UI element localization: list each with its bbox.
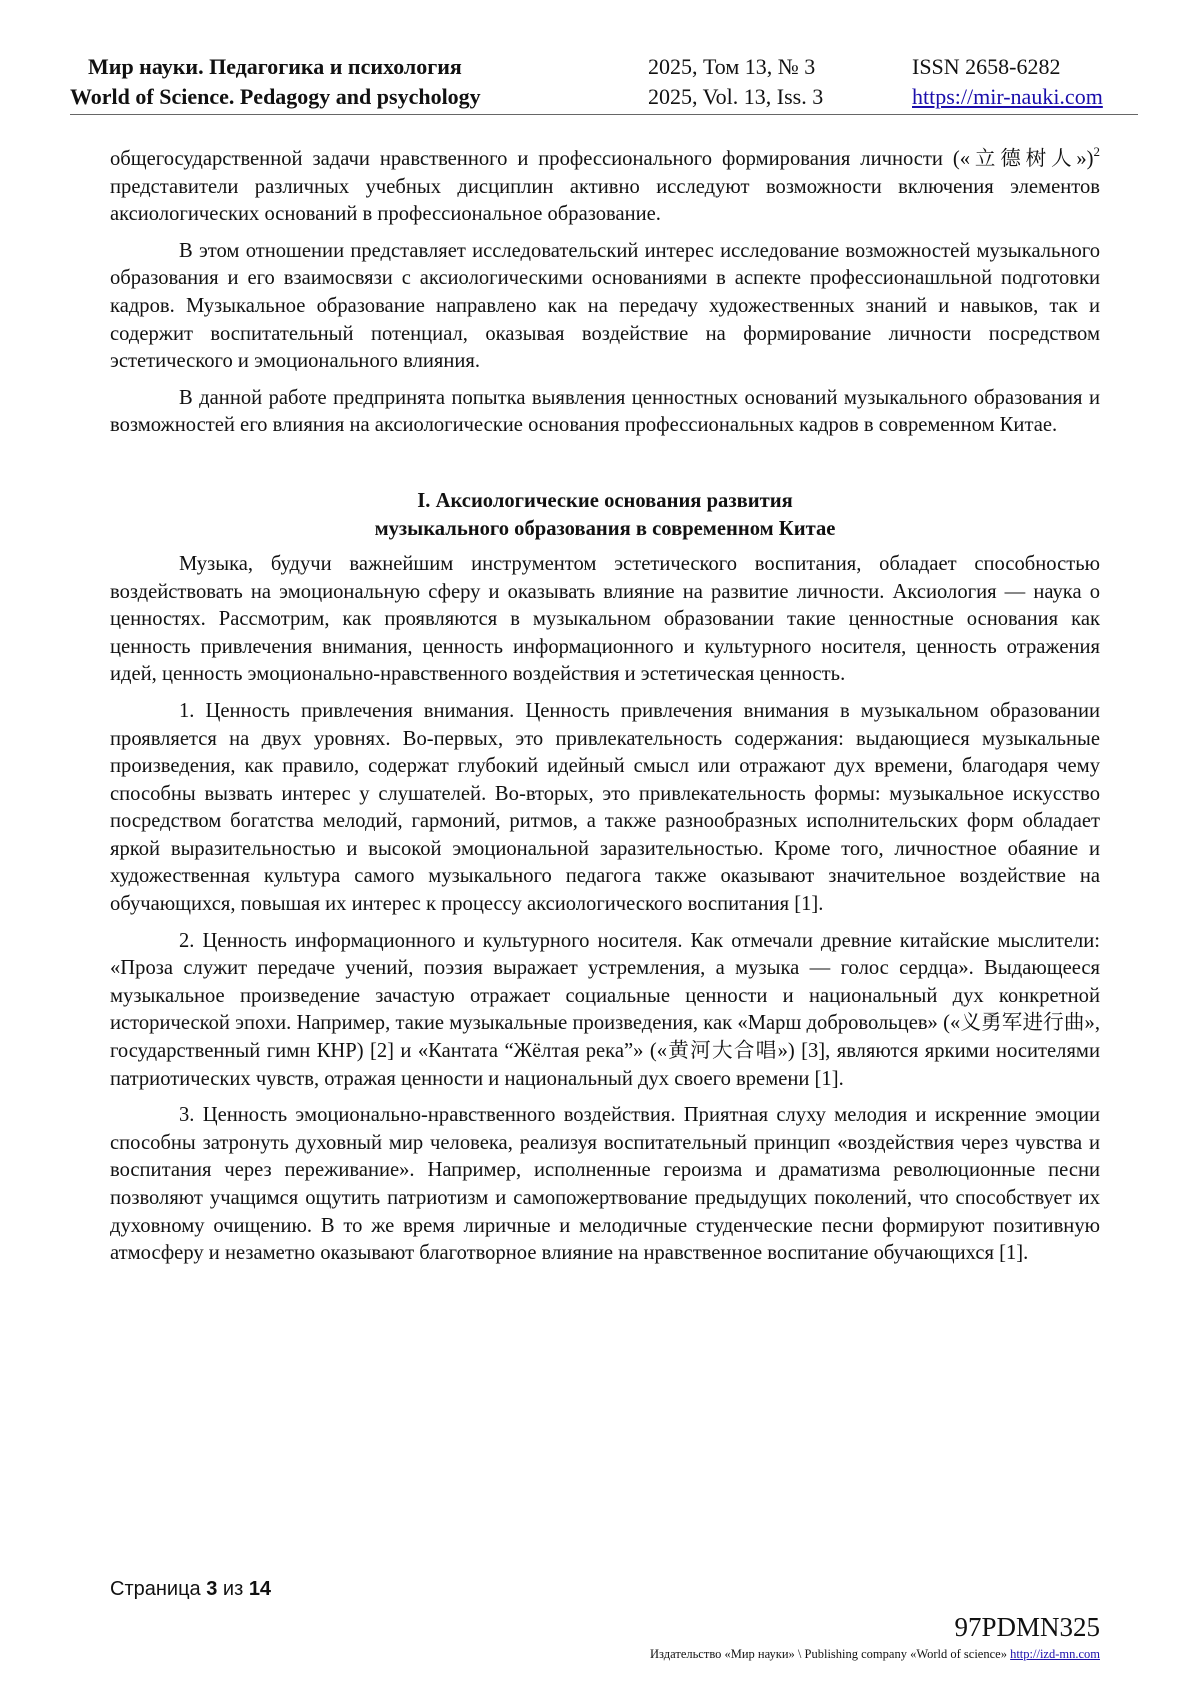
page-word: Страница <box>110 1578 201 1600</box>
paragraph: В данной работе предпринята попытка выявления ценностных оснований музыкального образования и возможностей его влияния на аксиологические основания профессиональных кадров в современном Китае. <box>110 386 1100 437</box>
page-total: 14 <box>248 1578 272 1600</box>
paragraph: В этом отношении представляет исследовательский интерес исследование возможностей музыкального образования и его взаимосвязи с аксиологическими основаниями в аспекте профессионашльной подготовки кадров. Музыкальное образование направлено как на передачу художественных знаний и навыков, так и содержит воспитательный потенциал, оказывая воздействие на формирование личности посредством эстетического и эмоционального влияния. <box>110 239 1100 373</box>
publisher-link[interactable]: http://izd-mn.com <box>1010 1647 1100 1661</box>
page-current: 3 <box>206 1578 218 1600</box>
paragraph-continuation <box>110 146 1100 229</box>
page-header <box>70 52 1138 115</box>
paragraph: 3. Ценность эмоционально-нравственного воздействия. Приятная слуху мелодия и искренние эмоции способны затронуть духовный мир человека, реализуя воспитательный принцип «воздействия через чувства и воспитания через переживание». Например, исполненные героизма и драматизма революционные песни позволяют учащимся ощутить патриотизм и самопожертвование предыдущих поколений, что способствует их духовному очищению. В то же время лиричные и мелодичные студенческие песни формируют позитивную атмосферу и незаметно оказывают благотворное влияние на нравственное воспитание обучающихся [1]. <box>110 1104 1100 1265</box>
paragraph: Музыка, будучи важнейшим инструментом эстетического воспитания, обладает способностью воздействовать на эмоциональную сферу и оказывать влияние на развитие личности. Аксиология — наука о ценностях. Рассмотрим, как проявляются в музыкальном образовании такие ценностные основания как ценность привлечения внимания, ценность информационного и культурного носителя, ценность отражения идей, ценность эмоционально-нравственного воздействия и эстетическая ценность. <box>110 552 1100 686</box>
page-of: из <box>222 1578 244 1600</box>
publisher-name: Издательство «Мир науки» \ Publishing company «World of science» <box>650 1647 1007 1661</box>
section-heading <box>110 487 1100 543</box>
issue-ru: 2025, Том 13, № 3 <box>648 54 816 79</box>
issn-info <box>912 52 1103 112</box>
journal-title-en: World of Science. Pedagogy and psychology <box>70 84 481 109</box>
section-heading-line: музыкального образования в современном Китае <box>374 517 836 540</box>
journal-title-ru: Мир науки. Педагогика и психология <box>88 54 462 79</box>
journal-url-link[interactable]: https://mir-nauki.com <box>912 84 1103 109</box>
footnote-ref[interactable]: 2 <box>1093 144 1100 159</box>
issue-info <box>648 52 823 112</box>
paragraph: 2. Ценность информационного и культурного носителя. Как отмечали древние китайские мыслители: «Проза служит передаче учений, поэзия выражает устремления, а музыка — голос сердца». Выдающееся музыкальное произведение зачастую отражает социальные ценности и национальный дух конкретной исторической эпохи. Например, такие музыкальные произведения, как «Марш добровольцев» («义勇军进行曲», государственный гимн КНР) [2] и «Кантата “Жёлтая река”» («黄河大合唱») [3], являются яркими носителями патриотических чувств, отражая ценности и национальный дух своего времени [1]. <box>110 929 1100 1090</box>
paragraph-text: представители различных учебных дисциплин активно исследуют возможности включения элементов аксиологических оснований в профессиональное образование. <box>110 175 1100 226</box>
issn: ISSN 2658-6282 <box>912 54 1061 79</box>
page-counter <box>110 1578 271 1601</box>
paragraph-text: общегосударственной задачи нравственного и профессионального формирования личности («立德树人») <box>110 148 1094 170</box>
section-heading-line: I. Аксиологические основания развития <box>417 489 793 512</box>
article-body <box>110 146 1100 1277</box>
journal-title <box>70 52 481 112</box>
publisher-line <box>650 1647 1100 1662</box>
article-code: 97PDMN325 <box>954 1612 1100 1642</box>
paragraph: 1. Ценность привлечения внимания. Ценность привлечения внимания в музыкальном образовании проявляется на двух уровнях. Во-первых, это привлекательность содержания: выдающиеся музыкальные произведения, как правило, содержат глубокий идейный смысл или отражают дух времени, благодаря чему способны вызвать интерес у слушателей. Во-вторых, это привлекательность формы: музыкальное искусство посредством богатства мелодий, гармоний, ритмов, а также разнообразных исполнительских форм обладает яркой выразительностью и высокой эмоциональной заразительностью. Кроме того, личностное обаяние и художественная культура самого музыкального педагога также оказывают значительное воздействие на обучающихся, повышая их интерес к процессу аксиологического воспитания [1]. <box>110 699 1100 916</box>
issue-en: 2025, Vol. 13, Iss. 3 <box>648 84 824 109</box>
